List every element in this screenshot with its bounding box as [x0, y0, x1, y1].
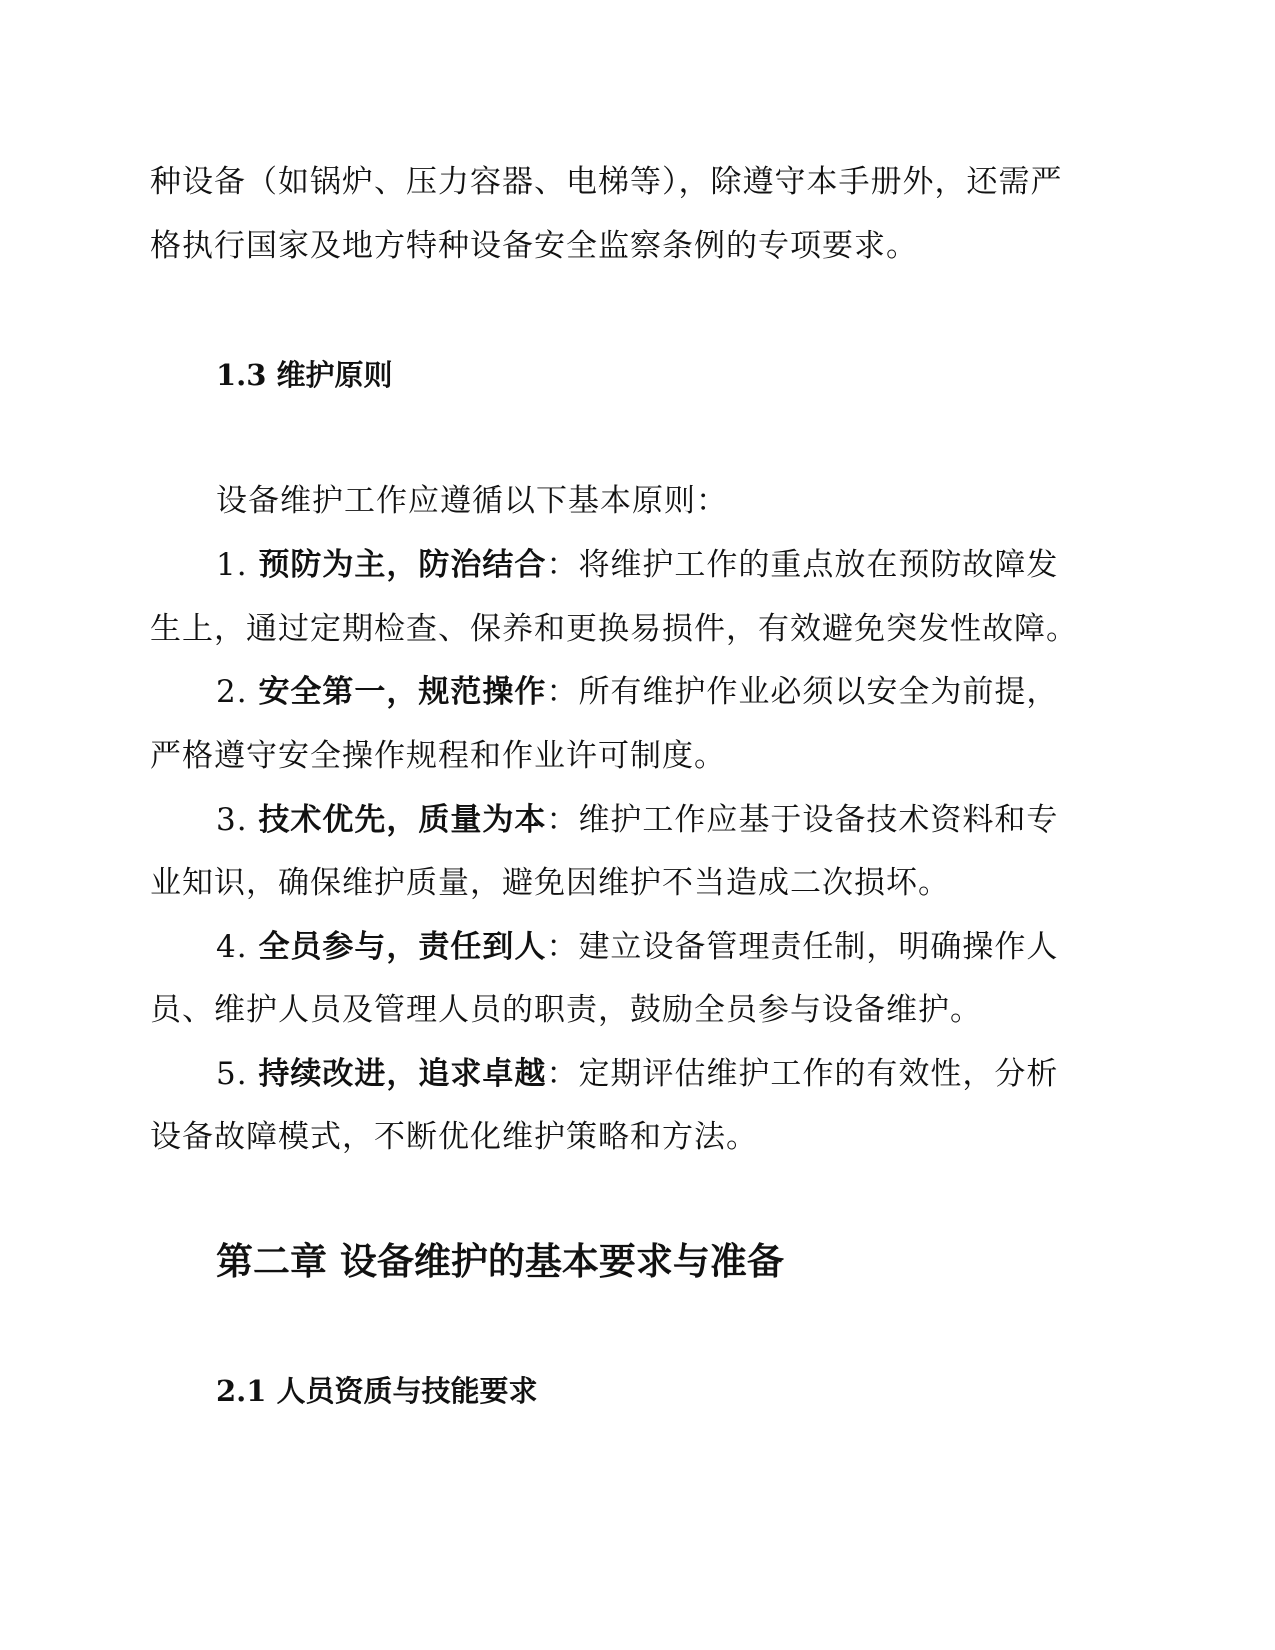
principle-item-5-line-1 [216, 1054, 1058, 1094]
principle-item-1-line-2: 生上，通过定期检查、保养和更换易损件，有效避免突发性故障。 [150, 611, 1078, 647]
section-heading-2-1: 2.1 人员资质与技能要求 [216, 1374, 538, 1408]
principle-item-3-line-1 [216, 800, 1058, 840]
principle-text: 定期评估维护工作的有效性，分析 [578, 1056, 1059, 1092]
principle-item-5-line-2: 设备故障模式，不断优化维护策略和方法。 [150, 1119, 758, 1155]
principle-colon: ： [546, 674, 579, 710]
principle-item-4-line-2: 员、维护人员及管理人员的职责，鼓励全员参与设备维护。 [150, 992, 982, 1028]
principle-title: 持续改进，追求卓越 [258, 1056, 547, 1092]
principle-item-3-line-2: 业知识，确保维护质量，避免因维护不当造成二次损坏。 [150, 865, 950, 901]
principle-number: 3. [216, 802, 248, 838]
principle-title: 预防为主，防治结合 [258, 547, 547, 583]
principle-text: 维护工作应基于设备技术资料和专 [578, 802, 1059, 838]
principle-colon: ： [546, 547, 579, 583]
principle-number: 4. [216, 929, 248, 965]
principle-number: 2. [216, 674, 248, 710]
intro-line-2: 格执行国家及地方特种设备安全监察条例的专项要求。 [150, 228, 918, 264]
principle-item-2-line-2: 严格遵守安全操作规程和作业许可制度。 [150, 738, 726, 774]
principle-colon: ： [546, 1056, 579, 1092]
intro-line-1: 种设备（如锅炉、压力容器、电梯等），除遵守本手册外，还需严 [150, 164, 1063, 200]
principle-colon: ： [546, 802, 579, 838]
principle-text: 建立设备管理责任制，明确操作人 [578, 929, 1059, 965]
principles-lead: 设备维护工作应遵循以下基本原则： [216, 483, 728, 519]
principle-title: 安全第一，规范操作 [258, 674, 547, 710]
section-heading-1-3: 1.3 维护原则 [216, 358, 393, 392]
chapter-title: 第二章 设备维护的基本要求与准备 [216, 1240, 784, 1283]
principle-title: 技术优先，质量为本 [258, 802, 547, 838]
principle-number: 1. [216, 547, 248, 583]
principle-item-2-line-1 [216, 672, 1058, 712]
principle-text: 将维护工作的重点放在预防故障发 [578, 547, 1059, 583]
principle-title: 全员参与，责任到人 [258, 929, 547, 965]
principle-item-1-line-1 [216, 545, 1058, 585]
principle-colon: ： [546, 929, 579, 965]
principle-text: 所有维护作业必须以安全为前提， [578, 674, 1059, 710]
principle-number: 5. [216, 1056, 248, 1092]
principle-item-4-line-1 [216, 927, 1058, 967]
